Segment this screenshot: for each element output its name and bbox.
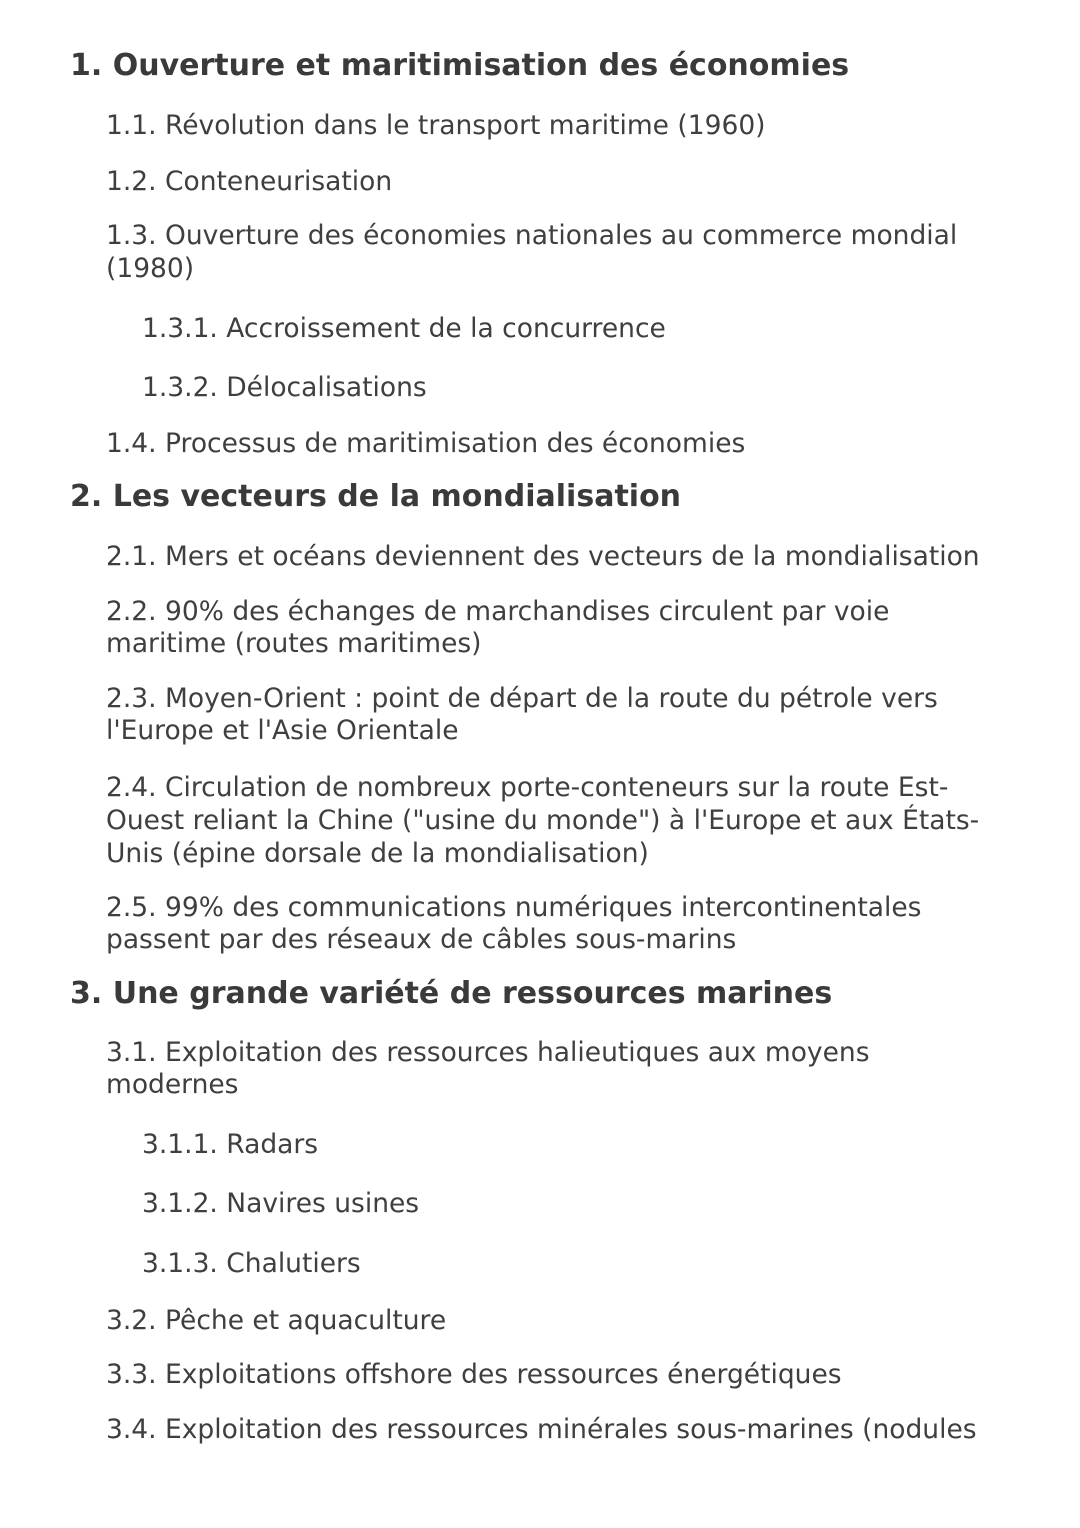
item-2-4-line-3: Unis (épine dorsale de la mondialisation) — [106, 838, 649, 869]
item-3-1-1: 3.1.1. Radars — [142, 1129, 319, 1160]
item-3-1-3: 3.1.3. Chalutiers — [142, 1248, 361, 1279]
item-3-4: 3.4. Exploitation des ressources minérales sous-marines (nodules — [106, 1414, 977, 1445]
section-1-heading: 1. Ouverture et maritimisation des économies — [70, 48, 850, 83]
item-3-2: 3.2. Pêche et aquaculture — [106, 1305, 447, 1336]
item-2-4-line-2: Ouest reliant la Chine ("usine du monde") à l'Europe et aux États- — [106, 805, 980, 836]
item-1-1: 1.1. Révolution dans le transport maritime (1960) — [106, 110, 766, 141]
item-2-1: 2.1. Mers et océans deviennent des vecteurs de la mondialisation — [106, 541, 980, 572]
item-3-1-line-2: modernes — [106, 1069, 239, 1100]
item-1-3-1: 1.3.1. Accroissement de la concurrence — [142, 313, 666, 344]
item-1-4: 1.4. Processus de maritimisation des économies — [106, 428, 746, 459]
section-3-heading: 3. Une grande variété de ressources marines — [70, 976, 833, 1011]
item-1-3-line-2: (1980) — [106, 253, 195, 284]
item-2-5-line-2: passent par des réseaux de câbles sous-marins — [106, 924, 737, 955]
item-2-3-line-1: 2.3. Moyen-Orient : point de départ de la route du pétrole vers — [106, 683, 938, 714]
item-2-2-line-1: 2.2. 90% des échanges de marchandises circulent par voie — [106, 596, 890, 627]
item-3-1-line-1: 3.1. Exploitation des ressources halieutiques aux moyens — [106, 1037, 870, 1068]
item-2-2-line-2: maritime (routes maritimes) — [106, 628, 482, 659]
section-2-heading: 2. Les vecteurs de la mondialisation — [70, 479, 682, 514]
item-1-3-line-1: 1.3. Ouverture des économies nationales au commerce mondial — [106, 220, 958, 251]
item-2-3-line-2: l'Europe et l'Asie Orientale — [106, 715, 459, 746]
item-2-4-line-1: 2.4. Circulation de nombreux porte-conteneurs sur la route Est- — [106, 772, 949, 803]
item-2-5-line-1: 2.5. 99% des communications numériques intercontinentales — [106, 892, 922, 923]
item-3-1-2: 3.1.2. Navires usines — [142, 1188, 420, 1219]
item-1-3-2: 1.3.2. Délocalisations — [142, 372, 427, 403]
item-1-2: 1.2. Conteneurisation — [106, 166, 393, 197]
item-3-3: 3.3. Exploitations offshore des ressources énergétiques — [106, 1359, 842, 1390]
